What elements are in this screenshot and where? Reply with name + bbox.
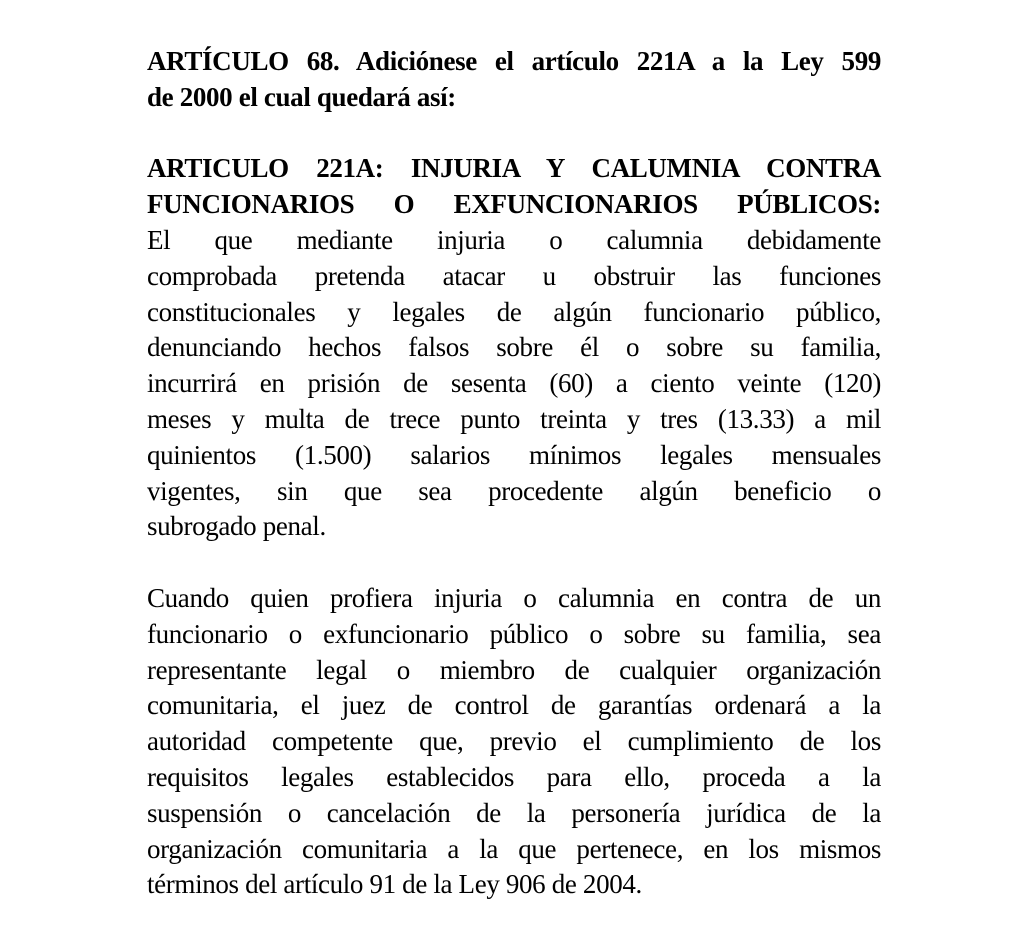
text-line: constitucionales y legales de algún funcionario público, bbox=[147, 296, 881, 327]
heading-line: ARTÍCULO 68. Adiciónese el artículo 221A a la Ley 599 bbox=[147, 46, 881, 76]
title-line: ARTICULO 221A: INJURIA Y CALUMNIA CONTRA bbox=[147, 153, 881, 184]
article-heading bbox=[147, 44, 881, 116]
text-line: autoridad competente que, previo el cumplimiento de los bbox=[147, 726, 881, 757]
document-page bbox=[147, 44, 881, 903]
spacer bbox=[147, 545, 881, 581]
spacer bbox=[147, 116, 881, 152]
text-line: funcionario o exfuncionario público o sobre su familia, sea bbox=[147, 618, 881, 649]
text-line: organización comunitaria a la que pertenece, en los mismos bbox=[147, 833, 881, 864]
heading-line: de 2000 el cual quedará así: bbox=[147, 81, 456, 112]
text-line: subrogado penal. bbox=[147, 511, 326, 542]
text-line: meses y multa de trece punto treinta y tres (13.33) a mil bbox=[147, 403, 881, 434]
text-line: comprobada pretenda atacar u obstruir las funciones bbox=[147, 260, 881, 291]
text-line: representante legal o miembro de cualquier organización bbox=[147, 654, 881, 685]
text-line: requisitos legales establecidos para ello, proceda a la bbox=[147, 761, 881, 792]
text-line: Cuando quien profiera injuria o calumnia en contra de un bbox=[147, 582, 881, 613]
text-line: denunciando hechos falsos sobre él o sobre su familia, bbox=[147, 332, 881, 363]
paragraph-2 bbox=[147, 581, 881, 903]
text-line: El que mediante injuria o calumnia debidamente bbox=[147, 224, 881, 255]
text-line: incurrirá en prisión de sesenta (60) a ciento veinte (120) bbox=[147, 368, 881, 399]
paragraph-1 bbox=[147, 223, 881, 545]
text-line: términos del artículo 91 de la Ley 906 de 2004. bbox=[147, 869, 642, 900]
text-line: suspensión o cancelación de la personería jurídica de la bbox=[147, 797, 881, 828]
text-line: quinientos (1.500) salarios mínimos legales mensuales bbox=[147, 439, 881, 470]
text-line: vigentes, sin que sea procedente algún beneficio o bbox=[147, 475, 881, 506]
title-line: FUNCIONARIOS O EXFUNCIONARIOS PÚBLICOS: bbox=[147, 189, 881, 220]
article-title bbox=[147, 151, 881, 223]
text-line: comunitaria, el juez de control de garantías ordenará a la bbox=[147, 690, 881, 721]
